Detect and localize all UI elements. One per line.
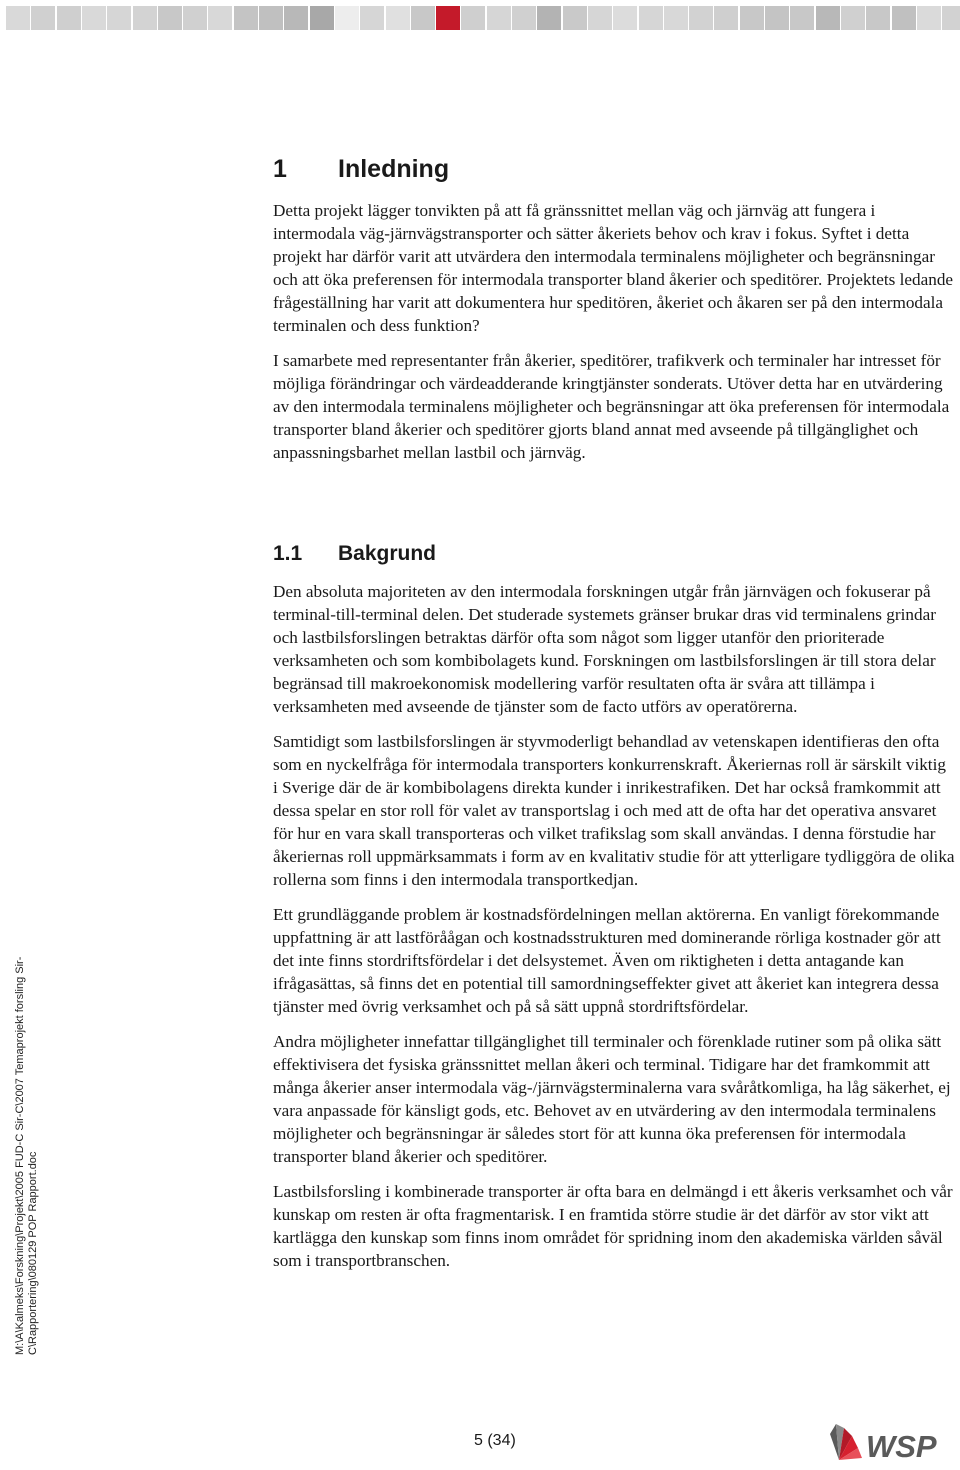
paragraph: I samarbete med representanter från åkerier, speditörer, trafikverk och terminaler har intresset för möjliga förändringar och värdeadderande kringtjänster sonderats. Utöver detta har en utvärdering av den intermodala terminalens möjligheter och begränsningar att öka preferensen för intermodala transporter bland åkerier och speditörer gjorts bland annat med avseende på tillgänglighet och anpassningsbarhet mellan lastbil och järnväg. [273,351,950,462]
decor-square [917,6,941,30]
decor-square [563,6,587,30]
chapter-heading [273,155,449,184]
paragraph: Samtidigt som lastbilsforslingen är styvmoderligt behandlad av vetenskapen identifieras den ofta som en nyckelfråga för intermodala transporters konkurrenskraft. Åkeriernas roll är särskilt viktig i Sverige där de är kombibolagens direkta kunder i inrikestrafiken. Det har också framkommit att dessa spelar en stor roll för valet av transportslag i och med att de ofta har det operativa ansvaret för hur en vara skall transporteras och vilket trafikslag som skall användas. I denna förstudie har åkeriernas roll uppmärksammats i form av en kvalitativ studie för att ytterligare tydliggöra de olika rollerna som finns i den intermodala transportkedjan. [273,732,955,889]
decor-square [284,6,308,30]
file-path-line: C\Rapportering\080129 POP Rapport.doc [27,1151,39,1355]
decor-square [360,6,384,30]
wsp-swoosh-icon [830,1424,862,1460]
decor-square [183,6,207,30]
bakgrund-section [273,580,955,1272]
decor-square [689,6,713,30]
decor-square [436,6,460,30]
decor-square [866,6,890,30]
chapter-title: Inledning [338,155,450,183]
decor-square [208,6,232,30]
decor-square [765,6,789,30]
top-decor-bar [0,0,960,34]
decor-square [461,6,485,30]
file-path-margin [14,957,40,1355]
decor-square [714,6,738,30]
chapter-number: 1 [273,155,287,183]
decor-square [588,6,612,30]
decor-square [816,6,840,30]
decor-square [234,6,258,30]
wsp-logo [828,1420,956,1464]
decor-square [512,6,536,30]
decor-square [942,6,960,30]
decor-square [335,6,359,30]
decor-square [158,6,182,30]
decor-square [259,6,283,30]
decor-square [31,6,55,30]
decor-square [487,6,511,30]
paragraph: Detta projekt lägger tonvikten på att få gränssnittet mellan väg och järnväg att fungera i intermodala väg-järnvägstransporter och sätter åkeriets behov och krav i fokus. Syftet i detta projekt har därför varit att utvärdera den intermodala terminalens möjligheter och begränsningar och att öka preferensen för intermodala transporter bland åkerier och speditörer. Projektets ledande frågeställning har varit att dokumentera hur speditören, åkeriet och åkaren ser på den intermodala terminalen och dess funktion? [273,201,954,335]
paragraph: Den absoluta majoriteten av den intermodala forskningen utgår från järnvägen och fokuserar på terminal-till-terminal delen. Det studerade systemets gränser brukar dras vid terminalens grindar och lastbilsforslingen betraktas därför ofta som något som ligger utanför den prioriterade verksamheten och som kombibolagets kund. Forskningen om lastbilsforslingen är till stora delar begränsad till makroekonomisk modellering varför resultaten ofta är svåra att tillämpa i verksamheten med avseende de tjänster som de facto utförs av operatörerna. [273,582,936,716]
decor-square [6,6,30,30]
decor-square [411,6,435,30]
decor-square [310,6,334,30]
decor-square [841,6,865,30]
decor-square [892,6,916,30]
paragraph: Andra möjligheter innefattar tillgänglighet till terminaler och förenklade rutiner som på olika sätt effektivisera det fysiska gränssnittet mellan åkeri och terminal. Tidigare har det framkommit att många åkerier anser intermodala väg-/järnvägsterminalerna vara svåråtkomliga, ha låg säkerhet, ej vara anpassade för känsligt gods, etc. Behovet av en utvärdering av den intermodala terminalens möjligheter och begränsningar är således stort för att kunna öka preferensen för intermodala transporter bland åkerier och speditörer. [273,1032,951,1166]
decor-square [133,6,157,30]
section-title: Bakgrund [338,542,437,565]
decor-square [613,6,637,30]
paragraph: Ett grundläggande problem är kostnadsfördelningen mellan aktörerna. En vanligt förekommande uppfattning är att lastföråågan och kostnadsstrukturen med dominerande rörliga kostnader gör att det inte finns stordriftsfördelar i det delsystemet. Även om riktigheten i detta antagande kan ifrågasättas, så finns det en potential till samordningseffekter givet att åkeriet kan integrera dessa tjänster med övrig verksamhet och på så sätt uppnå stordriftsfördelar. [273,905,941,1016]
intro-section [273,199,955,464]
decor-square [790,6,814,30]
decor-square [664,6,688,30]
decor-square [107,6,131,30]
section-number: 1.1 [273,542,303,565]
section-heading [273,542,436,566]
decor-square [386,6,410,30]
wsp-logo-text: WSP [866,1429,937,1464]
page-number: 5 (34) [474,1432,516,1449]
paragraph: Lastbilsforsling i kombinerade transporter är ofta bara en delmängd i ett åkeris verksamhet och vår kunskap om resten är ofta fragmentarisk. I en framtida större studie är det därför av stor vikt att kartlägga den kunskap som finns inom området för spridning inom den akademiska världen såväl som i transportbranschen. [273,1182,953,1270]
decor-square [537,6,561,30]
decor-square [639,6,663,30]
decor-square [57,6,81,30]
decor-square [740,6,764,30]
decor-square [82,6,106,30]
file-path-line: M:\A\Kalmeks\Forskning\Projekt\2005 FUD-C Sir-C\2007 Temaprojekt forsling Sir- [14,956,26,1355]
